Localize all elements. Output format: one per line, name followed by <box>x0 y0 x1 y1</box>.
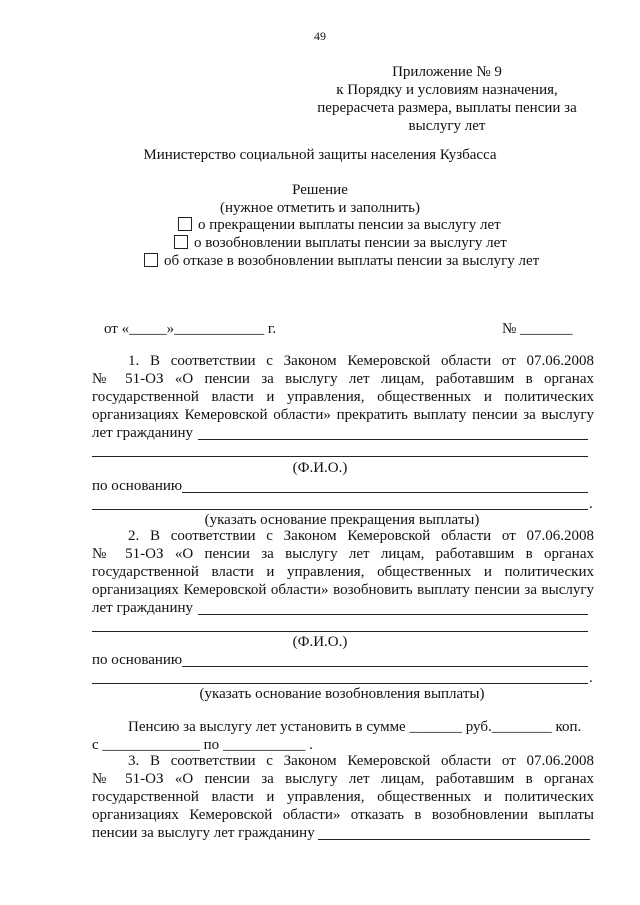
annex-line: к Порядку и условиям назначения, <box>336 82 558 98</box>
option-resumption[interactable] <box>174 234 507 252</box>
section2-line: № 51-ОЗ «О пенсии за выслугу лет лицам, работавшим в органах <box>92 546 594 562</box>
section1-basis-label: по основанию <box>92 478 183 494</box>
section2-citizen-label: лет гражданину <box>92 600 193 616</box>
section2-fio-label: (Ф.И.О.) <box>292 634 348 650</box>
ministry-name: Министерство социальной защиты населения Кузбасса <box>143 147 497 163</box>
section2-basis-field-2[interactable] <box>92 683 588 684</box>
section3-line: № 51-ОЗ «О пенсии за выслугу лет лицам, работавшим в органах <box>92 771 594 787</box>
option-refusal[interactable] <box>144 252 539 270</box>
section1-citizen-field-2[interactable] <box>92 456 588 457</box>
section2-line: 2. В соответствии с Законом Кемеровской области от 07.06.2008 <box>128 528 594 544</box>
option-label: о возобновлении выплаты пенсии за выслугу лет <box>194 235 507 251</box>
section1-fio-label: (Ф.И.О.) <box>292 460 348 476</box>
resumption-checkbox[interactable] <box>174 235 188 249</box>
period-mark: . <box>589 496 593 512</box>
section1-basis-field-2[interactable] <box>92 509 588 510</box>
termination-checkbox[interactable] <box>178 217 192 231</box>
decision-note: (нужное отметить и заполнить) <box>220 200 420 216</box>
section1-line: № 51-ОЗ «О пенсии за выслугу лет лицам, работавшим в органах <box>92 371 594 387</box>
option-termination[interactable] <box>178 216 501 234</box>
annex-line: выслугу лет <box>408 118 486 134</box>
date-field[interactable]: от «_____»____________ г. <box>104 321 277 337</box>
section1-citizen-label: лет гражданину <box>92 425 193 441</box>
section2-basis-label: по основанию <box>92 652 183 668</box>
annex-line: перерасчета размера, выплаты пенсии за <box>317 100 577 116</box>
section1-basis-field[interactable] <box>182 492 588 493</box>
section1-line: государственной власти и управления, общественных и политических <box>92 389 594 405</box>
period-mark: . <box>589 670 593 686</box>
refusal-checkbox[interactable] <box>144 253 158 267</box>
annex-header <box>302 63 592 135</box>
annex-title: Приложение № 9 <box>392 64 502 80</box>
option-label: об отказе в возобновлении выплаты пенсии за выслугу лет <box>164 253 540 269</box>
section1-line: организациях Кемеровской области» прекратить выплату пенсии за выслугу <box>92 407 594 423</box>
decision-title: Решение <box>292 182 348 198</box>
section2-line: государственной власти и управления, общественных и политических <box>92 564 594 580</box>
section3-line: организациях Кемеровской области» отказать в возобновлении выплаты <box>92 807 594 823</box>
section1-basis-hint: (указать основание прекращения выплаты) <box>204 512 480 528</box>
pension-amount-field[interactable]: Пенсию за выслугу лет установить в сумме _______ руб.________ коп. <box>128 719 582 735</box>
page-number: 49 <box>314 29 326 43</box>
section2-basis-hint: (указать основание возобновления выплаты) <box>199 686 485 702</box>
section3-line: государственной власти и управления, общественных и политических <box>92 789 594 805</box>
option-label: о прекращении выплаты пенсии за выслугу лет <box>198 217 501 233</box>
section1-line: 1. В соответствии с Законом Кемеровской области от 07.06.2008 <box>128 353 594 369</box>
section3-citizen-label: пенсии за выслугу лет гражданину <box>92 825 315 841</box>
section3-citizen-field[interactable] <box>318 839 590 840</box>
section2-citizen-field-2[interactable] <box>92 631 588 632</box>
section1-citizen-field[interactable] <box>198 439 588 440</box>
section2-basis-field[interactable] <box>182 666 588 667</box>
section2-citizen-field[interactable] <box>198 614 588 615</box>
section2-line: организациях Кемеровской области» возобновить выплату пенсии за выслугу <box>92 582 594 598</box>
pension-period-field[interactable]: с _____________ по ___________ . <box>92 737 313 753</box>
section3-line: 3. В соответствии с Законом Кемеровской области от 07.06.2008 <box>128 753 594 769</box>
number-field[interactable]: № _______ <box>502 321 573 337</box>
